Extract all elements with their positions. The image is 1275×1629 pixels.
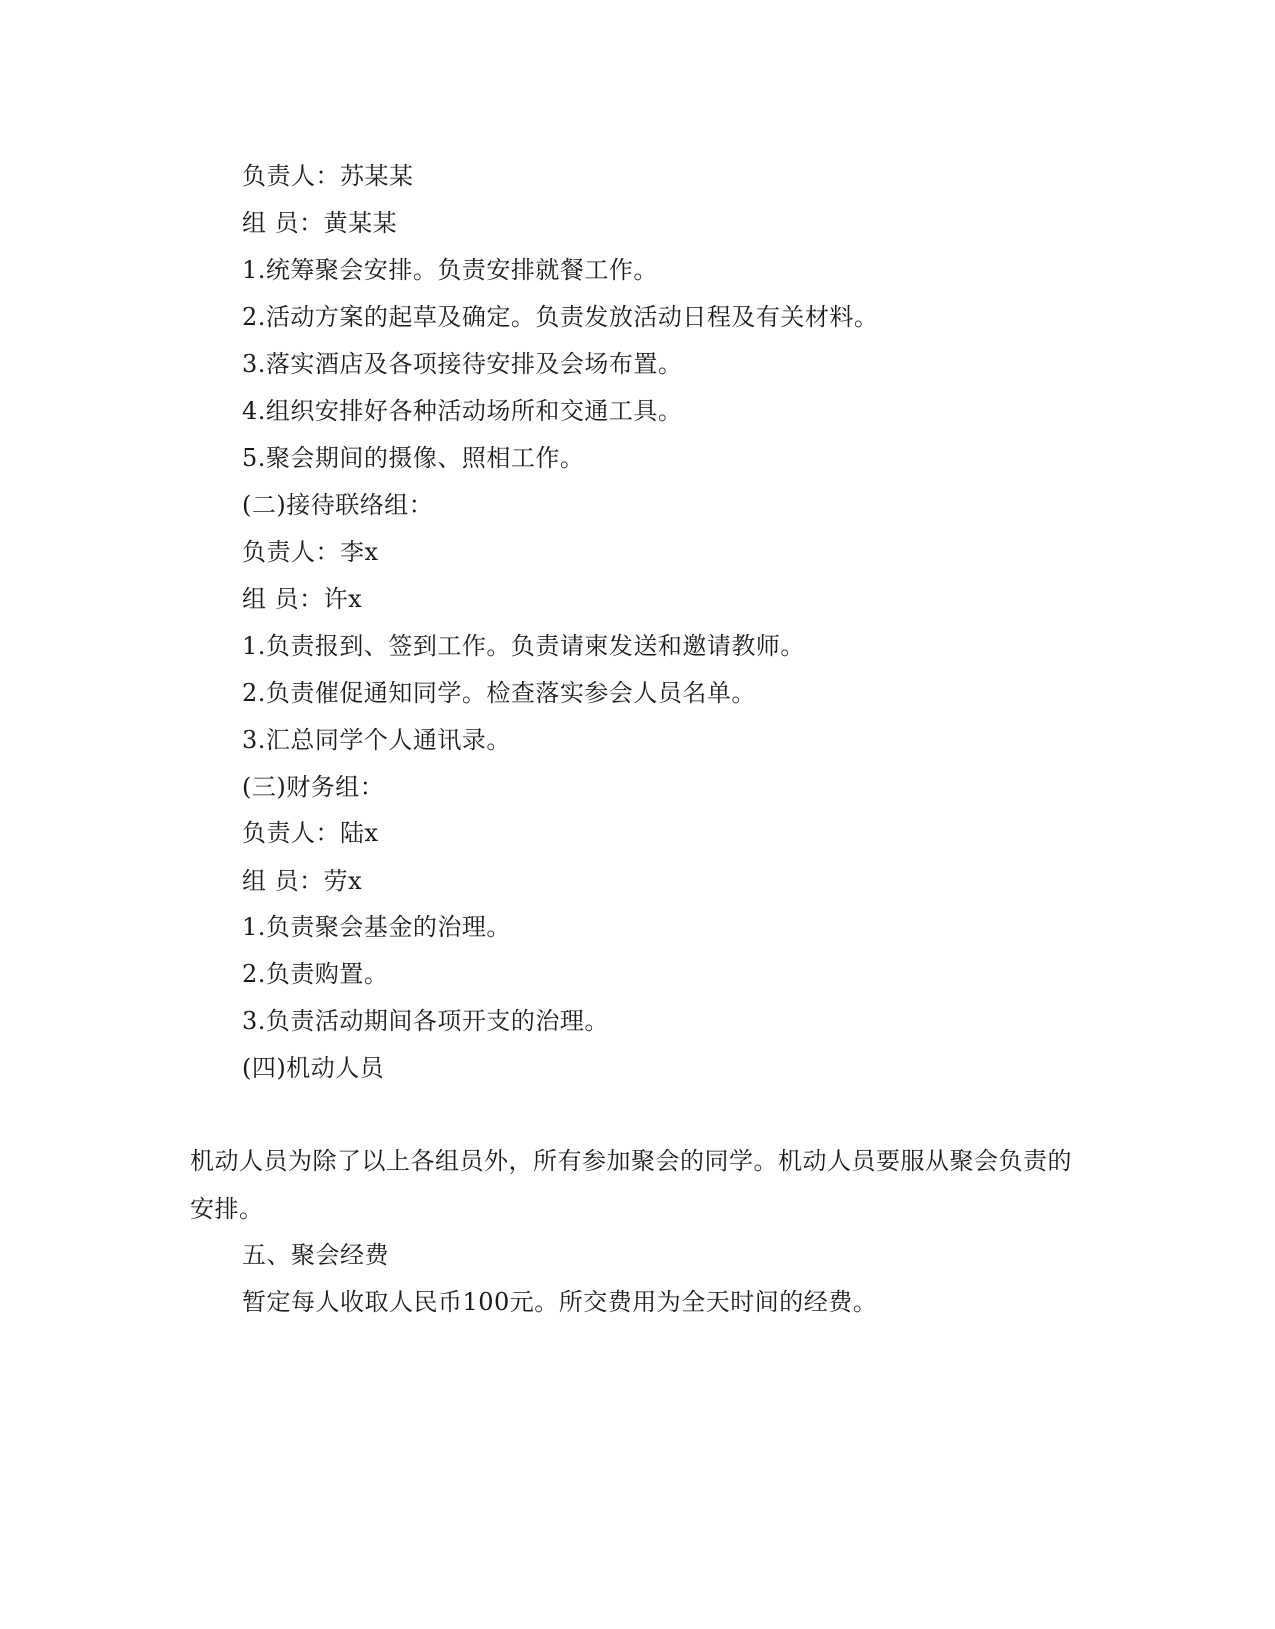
section-heading: (三)财务组： (242, 773, 385, 801)
section-heading: (四)机动人员 (242, 1054, 385, 1082)
members-line: 组 员：黄某某 (242, 209, 398, 237)
members-line: 组 员：劳x (242, 867, 363, 895)
list-item: 2.活动方案的起草及确定。负责发放活动日程及有关材料。 (242, 303, 879, 331)
list-item: 1.负责报到、签到工作。负责请柬发送和邀请教师。 (242, 632, 805, 660)
body-text: 暂定每人收取人民币100元。所交费用为全天时间的经费。 (242, 1288, 878, 1316)
leader-line: 负责人：苏某某 (242, 162, 414, 190)
list-item: 3.汇总同学个人通讯录。 (242, 726, 511, 754)
list-item: 4.组织安排好各种活动场所和交通工具。 (242, 397, 683, 425)
members-line: 组 员：许x (242, 585, 363, 613)
list-item: 5.聚会期间的摄像、照相工作。 (242, 444, 585, 472)
list-item: 3.负责活动期间各项开支的治理。 (242, 1007, 609, 1035)
list-item: 2.负责购置。 (242, 960, 389, 988)
list-item: 3.落实酒店及各项接待安排及会场布置。 (242, 350, 683, 378)
section-heading: 五、聚会经费 (242, 1241, 389, 1269)
list-item: 1.统筹聚会安排。负责安排就餐工作。 (242, 256, 658, 284)
list-item: 1.负责聚会基金的治理。 (242, 913, 511, 941)
list-item: 2.负责催促通知同学。检查落实参会人员名单。 (242, 679, 756, 707)
body-paragraph: 机动人员为除了以上各组员外，所有参加聚会的同学。机动人员要服从聚会负责的安排。 (190, 1147, 1072, 1223)
section-heading: (二)接待联络组： (242, 491, 434, 519)
leader-line: 负责人：陆x (242, 819, 379, 847)
leader-line: 负责人：李x (242, 538, 379, 566)
